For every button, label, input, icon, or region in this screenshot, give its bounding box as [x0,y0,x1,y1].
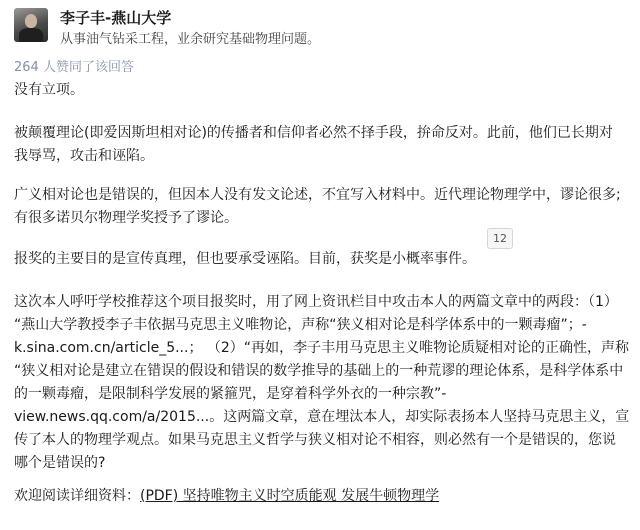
paragraph-line: 有很多诺贝尔物理学奖授予了谬论。 [14,210,238,226]
paragraph-line: view.news.qq.com/a/2015...。这两篇文章，意在埋汰本人，却实际表扬本人坚持马克思主义，宣 [14,409,630,425]
paragraph-line: k.sina.com.cn/article_5...； （2）“再如，李子丰用马克思主义唯物论质疑相对论的正确性，声称 [14,340,630,356]
answer-paragraph-2 [14,122,630,168]
answer-paragraph-1 [14,79,630,102]
paragraph-line: 传了本人的物理学观点。如果马克思主义哲学与狭义相对论不相容，则必然有一个是错误的，您说 [14,432,616,448]
paragraph-line: 没有立项。 [14,82,84,98]
comment-count-badge[interactable]: 12 [487,228,513,249]
author-bio: 从事油气钻采工程，业余研究基础物理问题。 [60,32,321,47]
reference-line [14,485,630,508]
avatar-body [19,28,43,42]
vote-count: 264 人赞同了该回答 [14,60,134,75]
avatar-face [25,14,37,28]
paragraph-line: 被颠覆理论(即爱因斯坦相对论)的传播者和信仰者必然不择手段，拚命反对。此前，他们已长期对 [14,125,613,141]
reference-link[interactable]: (PDF) 坚持唯物主义时空质能观 发展牛顿物理学 [140,488,440,504]
paragraph-line: 这次本人呼吁学校推荐这个项目报奖时，用了网上资讯栏目中攻击本人的两篇文章中的两段：（1） [14,294,618,310]
paragraph-line: 我辱骂，攻击和诬陷。 [14,148,154,164]
paragraph-line: 报奖的主要目的是宣传真理，但也要承受诬陷。目前，获奖是小概率事件。 [14,251,476,267]
paragraph-line: “燕山大学教授李子丰依据马克思主义唯物论，声称“狭义相对论是科学体系中的一颗毒瘤”；- [14,317,587,333]
answer-paragraph-5 [14,291,630,475]
paragraph-line: 哪个是错误的? [14,455,106,471]
answer-paragraph-4 [14,248,630,271]
author-avatar[interactable] [14,8,48,42]
paragraph-line: 的一颗毒瘤，是限制科学发展的紧箍咒，是穿着科学外衣的一种宗教”- [14,386,447,402]
reference-paragraph [14,485,630,508]
reference-prefix: 欢迎阅读详细资料： [14,488,140,504]
paragraph-line: 广义相对论也是错误的，但因本人没有发文论述，不宜写入材料中。近代理论物理学中，谬论很多; [14,187,621,203]
paragraph-line: “狭义相对论是建立在错误的假设和错误的数学推导的基础上的一种荒谬的理论体系，是科学体系中 [14,363,624,379]
answer-paragraph-3 [14,184,630,230]
author-name[interactable]: 李子丰-燕山大学 [60,9,172,27]
